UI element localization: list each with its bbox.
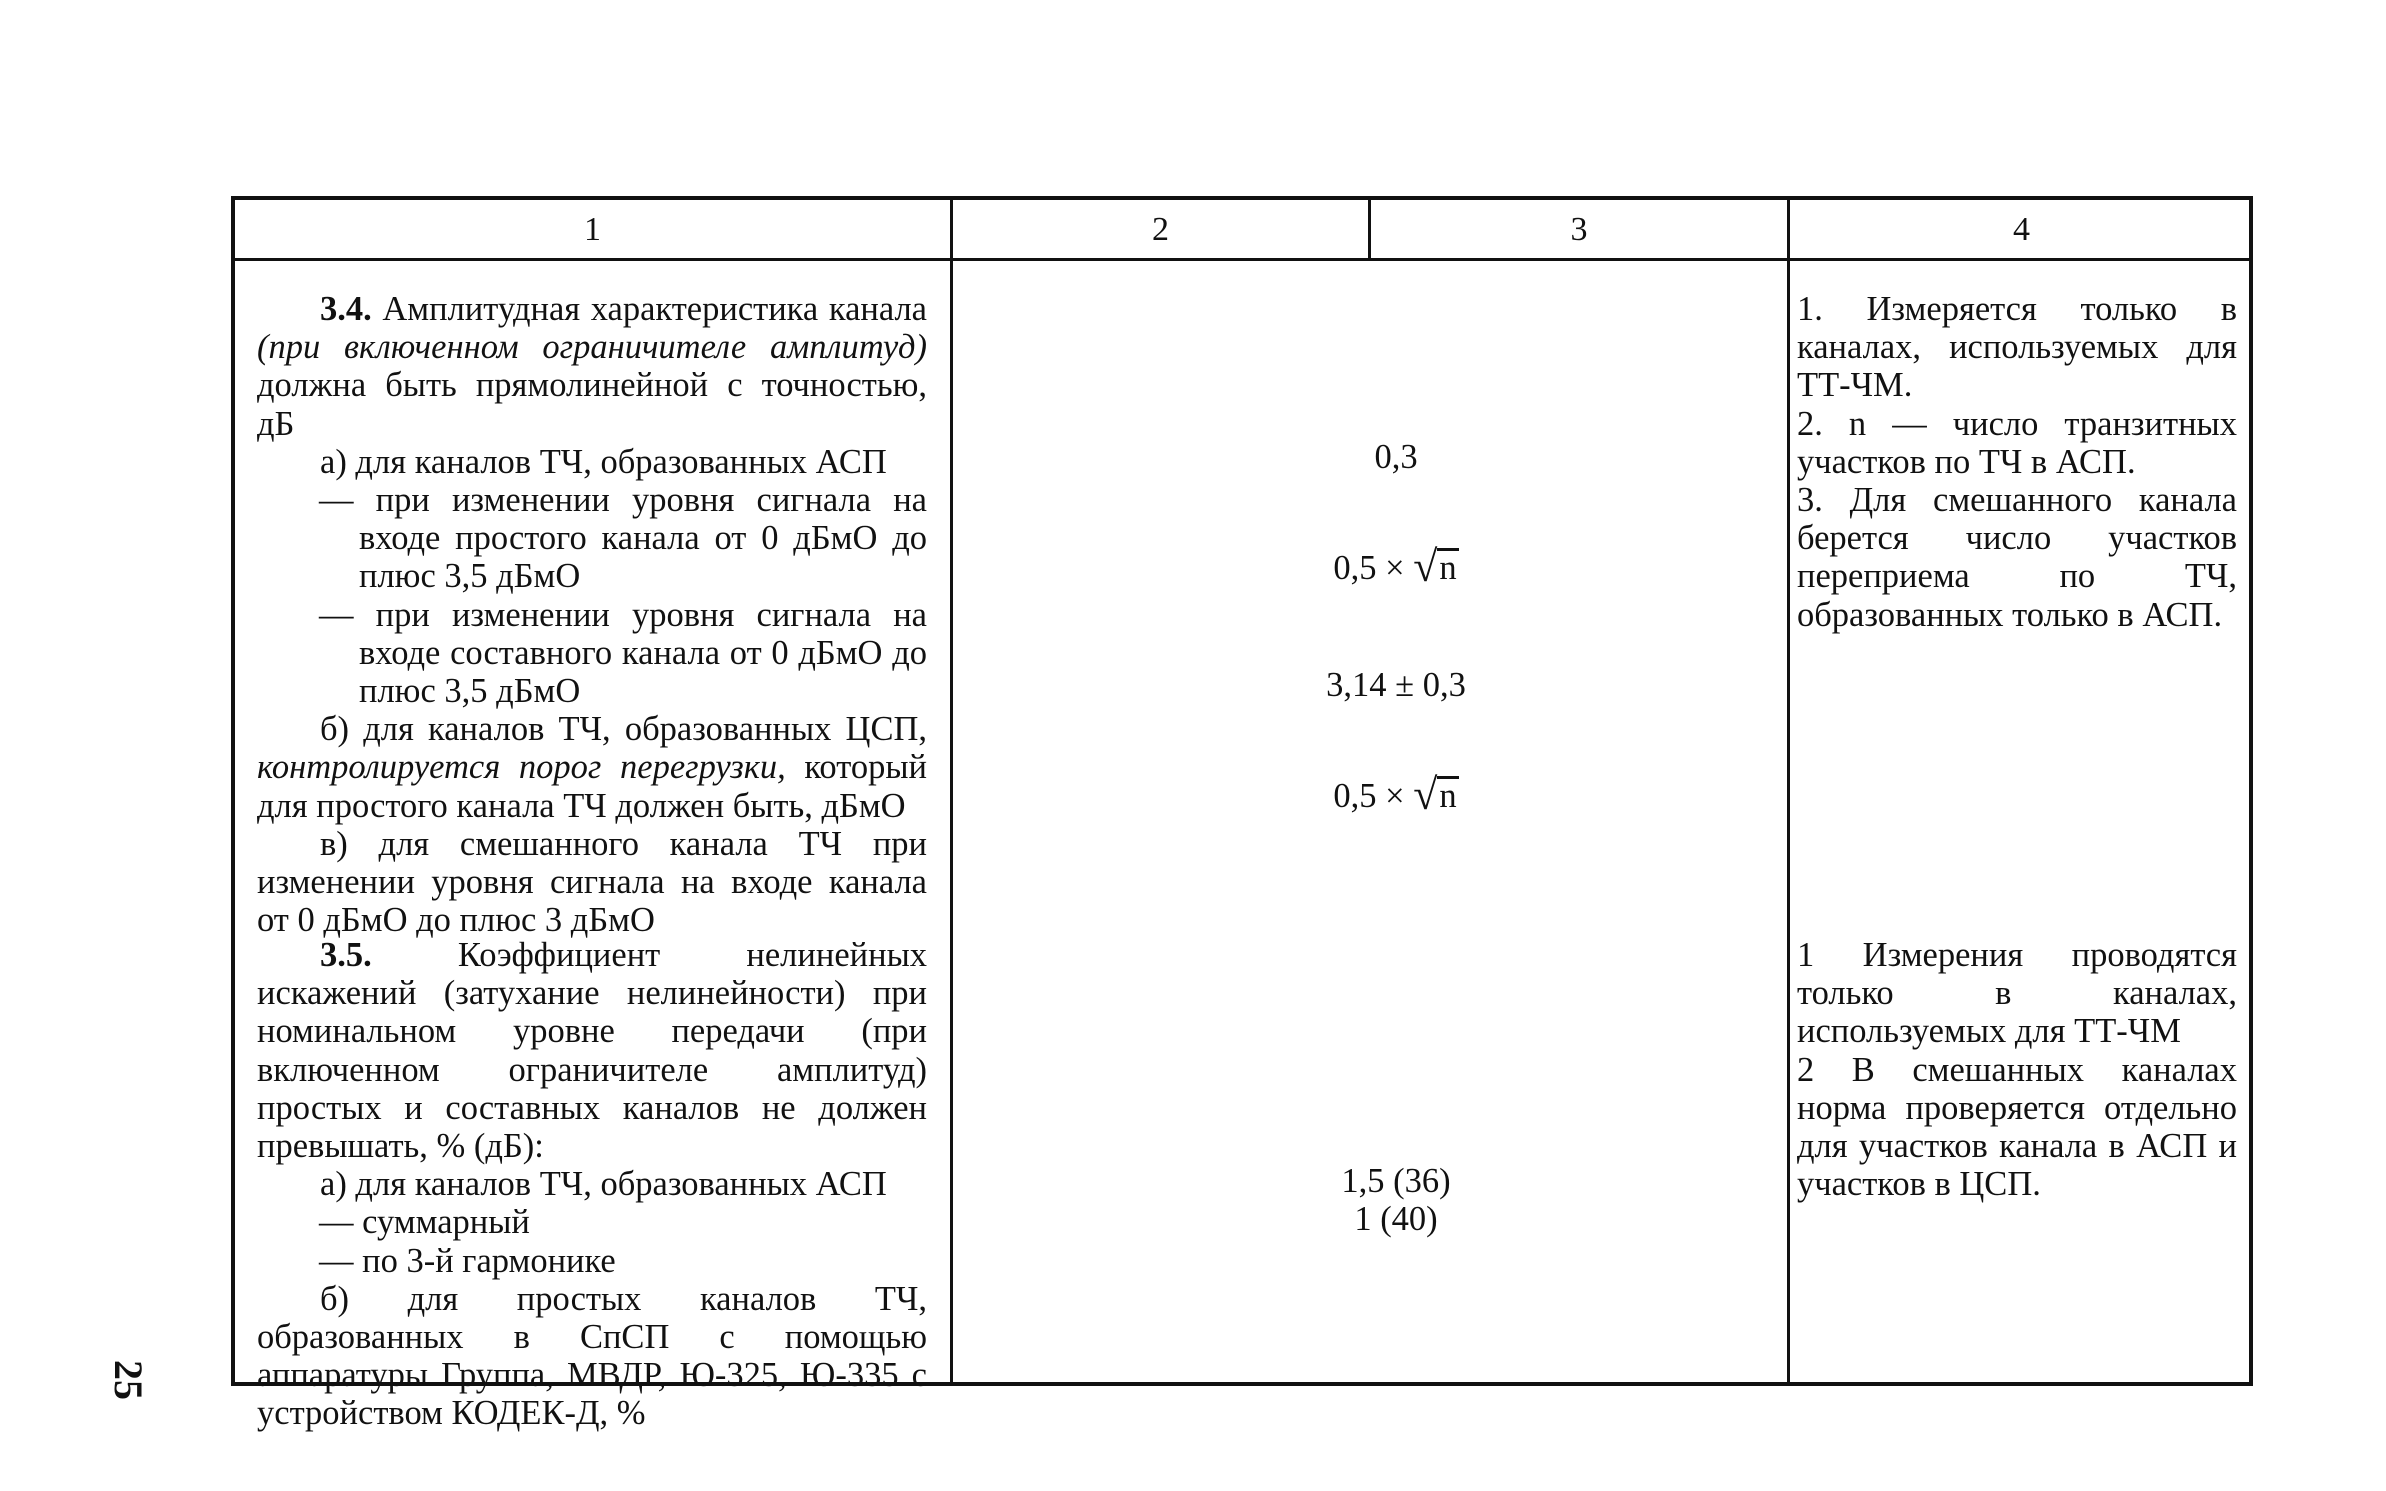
header-col-2: 2 bbox=[1152, 211, 1169, 248]
sqrt-symbol: √n bbox=[1413, 542, 1457, 591]
header-col-3: 3 bbox=[1570, 211, 1588, 248]
row-3-5-notes bbox=[1797, 936, 2237, 1203]
row-3-4-description bbox=[257, 290, 927, 939]
header-col-4: 4 bbox=[2013, 211, 2030, 248]
row-3-5-note-2: 2 В смешанных каналах норма проверяется отдельно для участков канала в АСП и участков в ЦСП. bbox=[1797, 1050, 2237, 1204]
row-3-4-value-2: 0,5 × √n bbox=[1333, 542, 1457, 591]
requirements-table bbox=[231, 196, 2253, 1433]
row-3-4-value-4: 0,5 × √n bbox=[1333, 770, 1457, 819]
row-3-4-value-3: 3,14 ± 0,3 bbox=[1326, 666, 1466, 704]
row-3-5-title: 3.5. Коэффициент нелинейных искажений (затухание нелинейности) при номинальном уровне передачи (при включенном ограничителе амплитуд) простых и составных каналов не должен превышать, % (дБ): bbox=[257, 936, 927, 1166]
row-3-5-value-2: 1 (40) bbox=[1354, 1200, 1438, 1238]
row-3-4-title: 3.4. Амплитудная характеристика канала (при включенном ограничителе амплитуд) должна быть прямолинейной с точностью, дБ bbox=[257, 290, 927, 443]
row-3-4-item-b: б) для каналов ТЧ, образованных ЦСП, контролируется порог перегрузки, который для простого канала ТЧ должен быть, дБмО bbox=[257, 710, 927, 825]
row-3-4-item-a-dash1: — при изменении уровня сигнала на входе простого канала от 0 дБмО до плюс 3,5 дБмО bbox=[319, 481, 927, 596]
column-divider-3-4 bbox=[1787, 200, 1790, 1382]
row-3-4-item-a: а) для каналов ТЧ, образованных АСП bbox=[320, 442, 887, 481]
row-3-4-note-3: 3. Для смешанного канала берется число участков переприема по ТЧ, образованных только в АСП. bbox=[1797, 481, 2237, 634]
item-number-3-5: 3.5. bbox=[320, 936, 372, 974]
row-3-5-value-1: 1,5 (36) bbox=[1341, 1162, 1451, 1200]
row-3-5-item-a-dash2: — по 3-й гармонике bbox=[319, 1241, 616, 1280]
row-3-5-item-a: а) для каналов ТЧ, образованных АСП bbox=[320, 1165, 887, 1204]
row-3-5-note-1: 1 Измерения проводятся только в каналах, используемых для ТТ-ЧМ bbox=[1797, 936, 2237, 1051]
header-col-1: 1 bbox=[584, 211, 601, 248]
sqrt-symbol: √n bbox=[1413, 770, 1457, 819]
row-3-4-note-1: 1. Измеряется только в каналах, используемых для ТТ-ЧМ. bbox=[1797, 290, 2237, 405]
row-3-4-note-2: 2. n — число транзитных участков по ТЧ в АСП. bbox=[1797, 404, 2237, 481]
page-number: 25 bbox=[106, 1360, 151, 1400]
row-3-5-item-b: б) для простых каналов ТЧ, образованных в СпСП с помощью аппаратуры Группа, МВДР, Ю-325, Ю-335 с устройством КОДЕК-Д, % bbox=[257, 1279, 927, 1433]
row-3-4-value-1: 0,3 bbox=[1374, 438, 1418, 476]
row-3-4-item-c: в) для смешанного канала ТЧ при изменении уровня сигнала на входе канала от 0 дБмО до плюс 3 дБмО bbox=[257, 824, 927, 940]
row-3-4-paren: (при включенном ограничителе амплитуд) bbox=[257, 328, 927, 367]
row-3-5-description bbox=[257, 936, 927, 1433]
item-number-3-4: 3.4. bbox=[320, 290, 372, 328]
row-3-5-item-a-dash1: — суммарный bbox=[319, 1203, 530, 1242]
row-3-4-notes bbox=[1797, 290, 2237, 634]
row-3-4-item-b-italic: контролируется порог перегрузки, bbox=[257, 748, 786, 787]
row-3-4-item-a-dash2: — при изменении уровня сигнала на входе составного канала от 0 дБмО до плюс 3,5 дБмО bbox=[319, 595, 927, 711]
column-divider-1-2 bbox=[950, 200, 953, 1382]
